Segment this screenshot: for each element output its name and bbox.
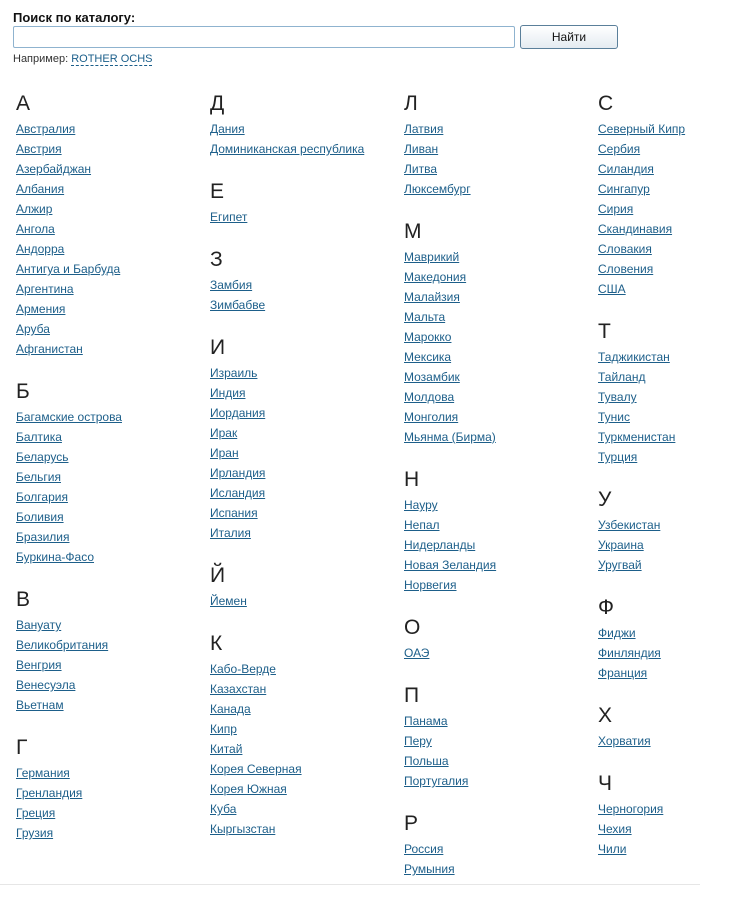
- letter-heading: З: [210, 248, 223, 271]
- example-link[interactable]: ROTHER OCHS: [71, 53, 153, 65]
- search-title: Поиск по каталогу:: [13, 10, 136, 25]
- example-prefix: Например:: [13, 53, 69, 65]
- letter-group: [210, 332, 400, 543]
- country-link[interactable]: Мальта: [404, 310, 446, 324]
- country-item: [404, 119, 594, 139]
- country-link[interactable]: Израиль: [210, 366, 258, 380]
- country-item: [404, 751, 594, 771]
- country-item: [16, 675, 206, 695]
- country-item: [404, 839, 594, 859]
- country-list: [598, 623, 718, 683]
- country-item: [598, 199, 718, 219]
- country-link[interactable]: Андорра: [16, 242, 65, 256]
- country-item: [16, 783, 206, 803]
- letter-group: [16, 732, 206, 843]
- country-item: [404, 327, 594, 347]
- country-link[interactable]: Австралия: [16, 122, 76, 136]
- country-link[interactable]: Замбия: [210, 278, 253, 292]
- country-item: [404, 267, 594, 287]
- letter-group: [210, 244, 400, 315]
- country-item: [404, 575, 594, 595]
- country-link[interactable]: Мозамбик: [404, 370, 460, 384]
- country-item: [404, 307, 594, 327]
- catalog-column-2: [210, 88, 400, 856]
- country-link[interactable]: Северный Кипр: [598, 122, 686, 136]
- country-list: [598, 731, 718, 751]
- country-item: [598, 447, 718, 467]
- country-item: [210, 799, 400, 819]
- country-link[interactable]: Балтика: [16, 430, 62, 444]
- country-link[interactable]: Азербайджан: [16, 162, 92, 176]
- country-item: [404, 347, 594, 367]
- country-item: [210, 503, 400, 523]
- country-item: [598, 731, 718, 751]
- letter-group: [598, 700, 718, 751]
- country-link[interactable]: Казахстан: [210, 682, 267, 696]
- country-list: [16, 615, 206, 715]
- country-item: [210, 759, 400, 779]
- country-link[interactable]: Йемен: [210, 594, 247, 608]
- letter-heading: Л: [404, 92, 418, 115]
- country-item: [210, 659, 400, 679]
- country-link[interactable]: Индия: [210, 386, 246, 400]
- country-item: [598, 535, 718, 555]
- country-link[interactable]: Великобритания: [16, 638, 109, 652]
- country-list: [598, 515, 718, 575]
- letter-heading: О: [404, 616, 421, 639]
- letter-group: [598, 88, 718, 299]
- country-link[interactable]: Зимбабве: [210, 298, 266, 312]
- country-link[interactable]: Литва: [404, 162, 437, 176]
- country-item: [16, 803, 206, 823]
- country-link[interactable]: Кипр: [210, 722, 237, 736]
- country-item: [404, 139, 594, 159]
- country-item: [210, 207, 400, 227]
- country-link[interactable]: Буркина-Фасо: [16, 550, 95, 564]
- country-item: [16, 339, 206, 359]
- country-item: [16, 763, 206, 783]
- country-link[interactable]: Тайланд: [598, 370, 646, 384]
- country-link[interactable]: Непал: [404, 518, 440, 532]
- country-link[interactable]: Нидерланды: [404, 538, 476, 552]
- country-link[interactable]: Мьянма (Бирма): [404, 430, 496, 444]
- country-link[interactable]: Молдова: [404, 390, 455, 404]
- country-item: [16, 527, 206, 547]
- letter-heading: Е: [210, 180, 225, 203]
- country-link[interactable]: Ирландия: [210, 466, 266, 480]
- country-item: [16, 239, 206, 259]
- country-item: [16, 695, 206, 715]
- country-item: [598, 839, 718, 859]
- country-item: [16, 219, 206, 239]
- country-item: [210, 383, 400, 403]
- country-link[interactable]: Фиджи: [598, 626, 636, 640]
- country-link[interactable]: Италия: [210, 526, 251, 540]
- country-link[interactable]: Армения: [16, 302, 66, 316]
- country-link[interactable]: Албания: [16, 182, 65, 196]
- country-item: [210, 819, 400, 839]
- letter-group: [598, 316, 718, 467]
- letter-group: [404, 88, 594, 199]
- country-link[interactable]: Мексика: [404, 350, 452, 364]
- country-link[interactable]: Кабо-Верде: [210, 662, 276, 676]
- country-item: [598, 407, 718, 427]
- letter-group: [210, 88, 400, 159]
- letter-group: [210, 176, 400, 227]
- country-link[interactable]: Сингапур: [598, 182, 650, 196]
- country-list: [210, 591, 400, 611]
- letter-heading: Ч: [598, 772, 612, 795]
- country-link[interactable]: Дания: [210, 122, 245, 136]
- letter-heading: Й: [210, 564, 226, 587]
- letter-group: [598, 592, 718, 683]
- country-item: [404, 387, 594, 407]
- country-link[interactable]: Хорватия: [598, 734, 651, 748]
- country-item: [16, 299, 206, 319]
- letter-heading: К: [210, 632, 223, 655]
- letter-heading: У: [598, 488, 612, 511]
- country-item: [404, 495, 594, 515]
- letter-group: [598, 484, 718, 575]
- country-link[interactable]: Сербия: [598, 142, 641, 156]
- country-item: [16, 319, 206, 339]
- country-item: [210, 275, 400, 295]
- country-item: [16, 259, 206, 279]
- country-item: [404, 859, 594, 879]
- country-item: [16, 655, 206, 675]
- country-link[interactable]: Иордания: [210, 406, 266, 420]
- country-item: [404, 427, 594, 447]
- country-link[interactable]: Сирия: [598, 202, 634, 216]
- country-item: [210, 483, 400, 503]
- country-link[interactable]: Латвия: [404, 122, 444, 136]
- country-item: [16, 635, 206, 655]
- letter-group: [404, 216, 594, 447]
- search-button[interactable]: Найти: [520, 25, 618, 49]
- country-item: [16, 447, 206, 467]
- search-row: [13, 26, 633, 49]
- country-link[interactable]: Боливия: [16, 510, 64, 524]
- country-list: [16, 407, 206, 567]
- country-item: [210, 463, 400, 483]
- country-item: [16, 159, 206, 179]
- country-link[interactable]: ОАЭ: [404, 646, 430, 660]
- country-link[interactable]: Ливан: [404, 142, 439, 156]
- country-item: [598, 555, 718, 575]
- letter-heading: Н: [404, 468, 420, 491]
- country-item: [16, 279, 206, 299]
- catalog-column-4: [598, 88, 718, 876]
- country-link[interactable]: Франция: [598, 666, 648, 680]
- country-link[interactable]: Перу: [404, 734, 432, 748]
- country-item: [404, 287, 594, 307]
- country-item: [404, 711, 594, 731]
- country-item: [210, 119, 400, 139]
- letter-group: [210, 560, 400, 611]
- country-link[interactable]: Узбекистан: [598, 518, 661, 532]
- country-item: [404, 771, 594, 791]
- country-item: [210, 719, 400, 739]
- country-link[interactable]: Польша: [404, 754, 449, 768]
- country-link[interactable]: Уругвай: [598, 558, 642, 572]
- country-link[interactable]: Канада: [210, 702, 251, 716]
- letter-group: [404, 680, 594, 791]
- country-link[interactable]: Марокко: [404, 330, 452, 344]
- letter-heading: Х: [598, 704, 613, 727]
- letter-group: [404, 808, 594, 879]
- country-link[interactable]: Вануату: [16, 618, 62, 632]
- country-item: [16, 487, 206, 507]
- country-list: [598, 347, 718, 467]
- country-link[interactable]: Бразилия: [16, 530, 70, 544]
- letter-group: [404, 464, 594, 595]
- letter-heading: С: [598, 92, 614, 115]
- country-item: [404, 247, 594, 267]
- country-link[interactable]: Аргентина: [16, 282, 74, 296]
- country-item: [16, 507, 206, 527]
- country-item: [404, 515, 594, 535]
- country-item: [16, 467, 206, 487]
- country-item: [210, 679, 400, 699]
- country-list: [404, 839, 594, 879]
- country-item: [598, 239, 718, 259]
- country-link[interactable]: Словакия: [598, 242, 652, 256]
- country-link[interactable]: Силандия: [598, 162, 654, 176]
- country-link[interactable]: Македония: [404, 270, 467, 284]
- country-item: [598, 427, 718, 447]
- letter-heading: Д: [210, 92, 225, 115]
- country-item: [404, 179, 594, 199]
- country-item: [210, 739, 400, 759]
- country-item: [598, 347, 718, 367]
- country-item: [210, 295, 400, 315]
- country-item: [598, 643, 718, 663]
- country-item: [16, 119, 206, 139]
- country-link[interactable]: Румыния: [404, 862, 455, 876]
- country-link[interactable]: Багамские острова: [16, 410, 122, 424]
- country-item: [404, 731, 594, 751]
- country-item: [598, 279, 718, 299]
- country-list: [210, 119, 400, 159]
- country-item: [598, 259, 718, 279]
- country-item: [598, 219, 718, 239]
- country-link[interactable]: Бельгия: [16, 470, 61, 484]
- letter-heading: Ф: [598, 596, 614, 619]
- country-link[interactable]: Португалия: [404, 774, 469, 788]
- letter-heading: Б: [16, 380, 30, 403]
- catalog-column-3: [404, 88, 594, 896]
- country-link[interactable]: Египет: [210, 210, 248, 224]
- country-list: [404, 247, 594, 447]
- country-link[interactable]: Черногория: [598, 802, 664, 816]
- country-link[interactable]: Греция: [16, 806, 56, 820]
- country-link[interactable]: Туркменистан: [598, 430, 676, 444]
- country-link[interactable]: Словения: [598, 262, 654, 276]
- country-link[interactable]: Иран: [210, 446, 239, 460]
- country-link[interactable]: Ирак: [210, 426, 238, 440]
- country-item: [598, 623, 718, 643]
- country-item: [210, 423, 400, 443]
- country-item: [598, 799, 718, 819]
- country-link[interactable]: Венгрия: [16, 658, 62, 672]
- country-link[interactable]: Норвегия: [404, 578, 457, 592]
- country-link[interactable]: Болгария: [16, 490, 68, 504]
- letter-heading: Г: [16, 736, 28, 759]
- country-link[interactable]: Маврикий: [404, 250, 460, 264]
- country-link[interactable]: Скандинавия: [598, 222, 673, 236]
- country-item: [598, 515, 718, 535]
- country-link[interactable]: Тувалу: [598, 390, 637, 404]
- letter-heading: Р: [404, 812, 419, 835]
- country-item: [16, 547, 206, 567]
- letter-group: [16, 584, 206, 715]
- country-list: [16, 763, 206, 843]
- country-item: [210, 139, 400, 159]
- country-link[interactable]: Австрия: [16, 142, 62, 156]
- letter-heading: М: [404, 220, 422, 243]
- country-item: [210, 403, 400, 423]
- footer-divider: [0, 884, 700, 885]
- country-link[interactable]: Алжир: [16, 202, 53, 216]
- letter-heading: А: [16, 92, 31, 115]
- country-item: [598, 367, 718, 387]
- country-list: [404, 711, 594, 791]
- country-item: [404, 159, 594, 179]
- catalog-column-1: [16, 88, 206, 860]
- country-link[interactable]: Панама: [404, 714, 448, 728]
- country-item: [210, 779, 400, 799]
- country-list: [16, 119, 206, 359]
- country-item: [210, 591, 400, 611]
- country-item: [598, 159, 718, 179]
- country-item: [210, 443, 400, 463]
- country-item: [16, 407, 206, 427]
- country-item: [16, 199, 206, 219]
- country-item: [598, 663, 718, 683]
- country-list: [598, 119, 718, 299]
- country-item: [16, 139, 206, 159]
- country-link[interactable]: Науру: [404, 498, 438, 512]
- letter-group: [210, 628, 400, 839]
- country-link[interactable]: Украина: [598, 538, 644, 552]
- country-list: [210, 659, 400, 839]
- country-item: [16, 179, 206, 199]
- country-list: [404, 119, 594, 199]
- letter-group: [598, 768, 718, 859]
- letter-heading: Т: [598, 320, 611, 343]
- country-link[interactable]: Корея Северная: [210, 762, 302, 776]
- letter-group: [16, 88, 206, 359]
- country-list: [210, 363, 400, 543]
- country-item: [598, 139, 718, 159]
- country-list: [210, 207, 400, 227]
- country-link[interactable]: Куба: [210, 802, 237, 816]
- country-item: [598, 819, 718, 839]
- country-link[interactable]: Антигуа и Барбуда: [16, 262, 121, 276]
- country-item: [210, 363, 400, 383]
- country-link[interactable]: Кыргызстан: [210, 822, 276, 836]
- country-item: [598, 179, 718, 199]
- country-item: [598, 387, 718, 407]
- country-list: [404, 643, 594, 663]
- country-link[interactable]: Чехия: [598, 822, 632, 836]
- country-item: [404, 643, 594, 663]
- country-item: [210, 523, 400, 543]
- country-link[interactable]: Новая Зеландия: [404, 558, 497, 572]
- country-link[interactable]: Гренландия: [16, 786, 83, 800]
- country-item: [404, 555, 594, 575]
- letter-heading: В: [16, 588, 31, 611]
- country-link[interactable]: Испания: [210, 506, 258, 520]
- country-link[interactable]: Аруба: [16, 322, 50, 336]
- search-example: [13, 52, 633, 66]
- letter-group: [16, 376, 206, 567]
- country-link[interactable]: Финляндия: [598, 646, 661, 660]
- country-link[interactable]: США: [598, 282, 626, 296]
- country-link[interactable]: Турция: [598, 450, 638, 464]
- country-list: [404, 495, 594, 595]
- country-link[interactable]: Чили: [598, 842, 627, 856]
- search-input[interactable]: [13, 26, 515, 48]
- country-link[interactable]: Таджикистан: [598, 350, 670, 364]
- letter-heading: П: [404, 684, 420, 707]
- country-item: [16, 427, 206, 447]
- letter-group: [404, 612, 594, 663]
- country-item: [210, 699, 400, 719]
- country-list: [598, 799, 718, 859]
- country-link[interactable]: Беларусь: [16, 450, 69, 464]
- letter-heading: И: [210, 336, 226, 359]
- country-link[interactable]: Китай: [210, 742, 243, 756]
- country-link[interactable]: Исландия: [210, 486, 266, 500]
- country-item: [16, 615, 206, 635]
- country-link[interactable]: Венесуэла: [16, 678, 76, 692]
- country-link[interactable]: Россия: [404, 842, 444, 856]
- country-link[interactable]: Ангола: [16, 222, 55, 236]
- country-link[interactable]: Корея Южная: [210, 782, 287, 796]
- country-link[interactable]: Грузия: [16, 826, 54, 840]
- catalog-search: [13, 9, 633, 66]
- country-link[interactable]: Доминиканская республика: [210, 142, 365, 156]
- country-item: [16, 823, 206, 843]
- country-link[interactable]: Люксембург: [404, 182, 471, 196]
- country-link[interactable]: Германия: [16, 766, 70, 780]
- country-link[interactable]: Тунис: [598, 410, 630, 424]
- country-item: [404, 367, 594, 387]
- country-link[interactable]: Монголия: [404, 410, 459, 424]
- country-list: [210, 275, 400, 315]
- country-link[interactable]: Афганистан: [16, 342, 83, 356]
- country-item: [404, 535, 594, 555]
- country-link[interactable]: Малайзия: [404, 290, 460, 304]
- country-item: [404, 407, 594, 427]
- country-link[interactable]: Вьетнам: [16, 698, 64, 712]
- country-item: [598, 119, 718, 139]
